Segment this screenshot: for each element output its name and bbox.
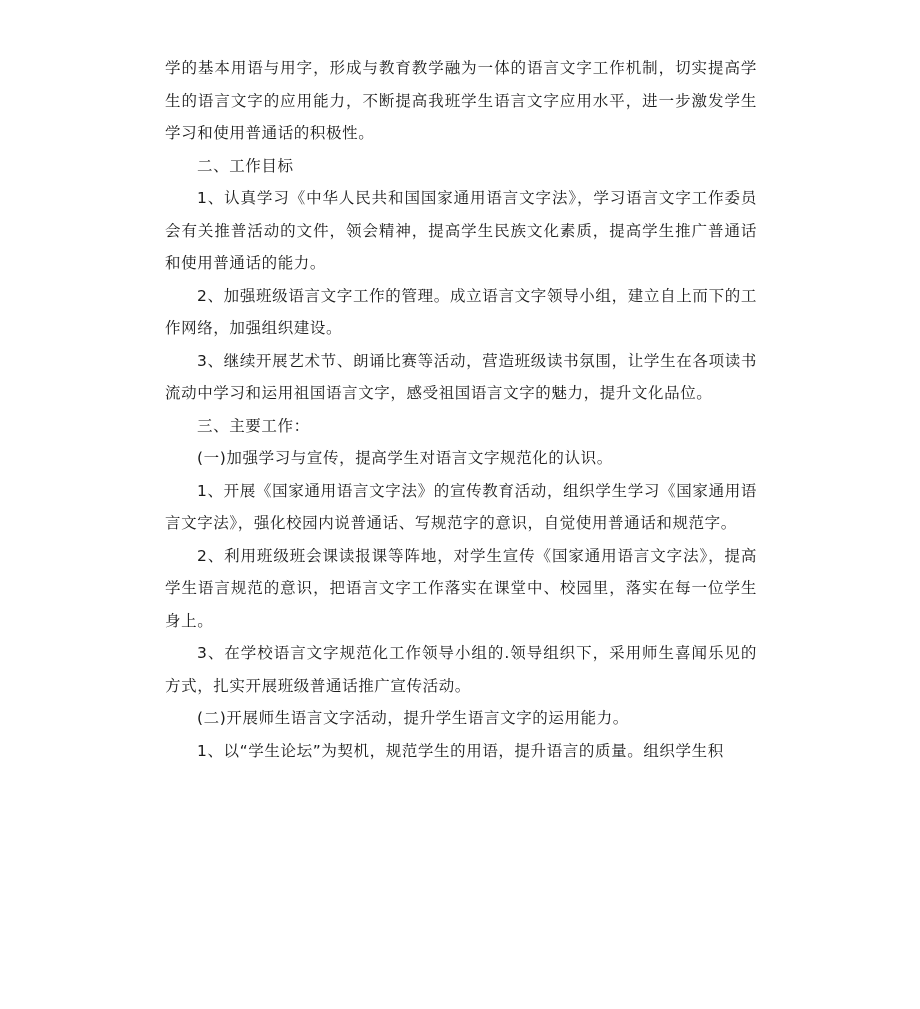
paragraph-work-1-2: 2、利用班级班会课读报课等阵地，对学生宣传《国家通用语言文字法》，提高学生语言规范的意识，把语言文字工作落实在课堂中、校园里，落实在每一位学生身上。	[165, 546, 757, 630]
section-heading-work-goals: 二、工作目标	[197, 156, 294, 175]
paragraph-work-1-1: 1、开展《国家通用语言文字法》的宣传教育活动，组织学生学习《国家通用语言文字法》，强化校园内说普通话、写规范字的意识，自觉使用普通话和规范字。	[165, 481, 757, 532]
paragraph-work-1-3: 3、在学校语言文字规范化工作领导小组的.领导组织下，采用师生喜闻乐见的方式，扎实开展班级普通话推广宣传活动。	[165, 644, 757, 695]
paragraph-goal-1: 1、认真学习《中华人民共和国国家通用语言文字法》，学习语言文字工作委员会有关推普活动的文件，领会精神，提高学生民族文化素质，提高学生推广普通话和使用普通话的能力。	[165, 189, 757, 272]
paragraph-goal-2: 2、加强班级语言文字工作的管理。成立语言文字领导小组，建立自上而下的工作网络，加强组织建设。	[165, 286, 757, 337]
section-heading-main-work: 三、主要工作：	[197, 416, 310, 435]
subsection-heading-2: (二)开展师生语言文字活动，提升学生语言文字的运用能力。	[197, 709, 629, 727]
paragraph-goal-3: 3、继续开展艺术节、朗诵比赛等活动，营造班级读书氛围，让学生在各项读书流动中学习和运用祖国语言文字，感受祖国语言文字的魅力，提升文化品位。	[165, 351, 757, 402]
paragraph-intro-continued: 学的基本用语与用字，形成与教育教学融为一体的语言文字工作机制，切实提高学生的语言文字的应用能力，不断提高我班学生语言文字应用水平，进一步激发学生学习和使用普通话的积极性。	[165, 59, 757, 142]
paragraph-work-2-1: 1、以“学生论坛”为契机，规范学生的用语，提升语言的质量。组织学生积	[197, 741, 724, 760]
document-body	[165, 52, 757, 767]
subsection-heading-1: (一)加强学习与宣传，提高学生对语言文字规范化的认识。	[197, 449, 613, 467]
